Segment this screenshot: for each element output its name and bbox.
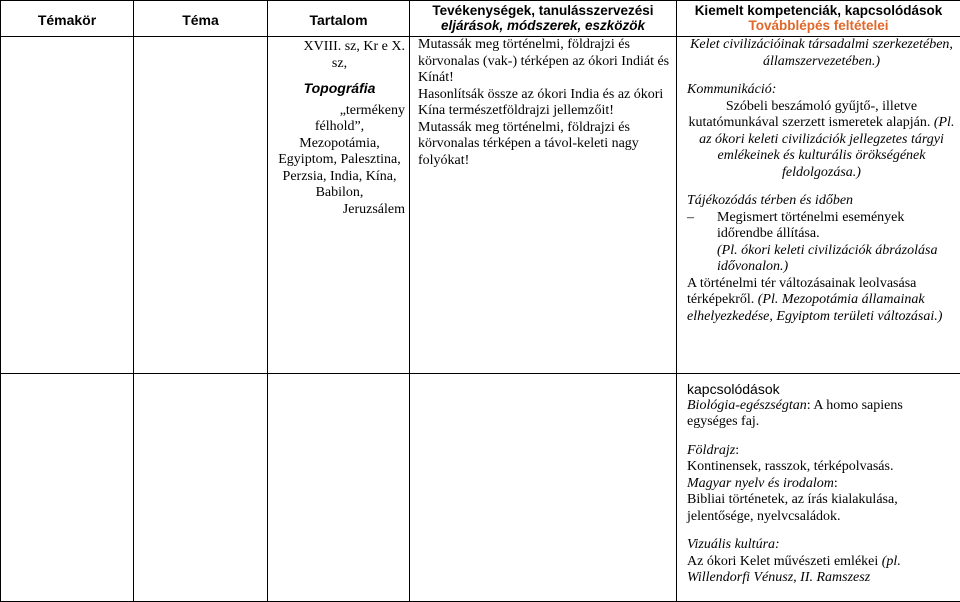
header-row — [1, 1, 960, 37]
content-row — [1, 37, 960, 374]
map-reading-example: (Pl. Mezopotámia államainak elhelyezkedése, Egyiptom területi változásai.) — [687, 292, 942, 324]
header-tartalom: Tartalom — [268, 1, 410, 37]
connections-cell — [677, 374, 960, 602]
activities-cell — [410, 37, 677, 374]
biology-connection — [687, 398, 956, 431]
topic-heading: Topográfia — [274, 80, 405, 97]
activity-paragraph: Hasonlítsák össze az ókori India és az ókori Kína természetföldrajzi jellemzőit! — [418, 87, 672, 120]
place-item: Babilon, — [274, 185, 405, 202]
geography-colon: : — [735, 443, 739, 458]
header-activities — [410, 1, 677, 37]
orientation-label: Tájékozódás térben és időben — [687, 193, 956, 210]
communication-example: (Pl. az ókori keleti civilizációk jellegzetes tárgyi emlékeinek és kulturális örökségének feldolgozása.) — [699, 115, 954, 180]
orientation-block — [687, 193, 956, 325]
literature-colon: : — [834, 476, 838, 491]
literature-text: Bibliai történetek, az írás kialakulása, jelentősége, nyelvcsaládok. — [687, 492, 956, 525]
art-connection — [687, 537, 956, 587]
connections-title: kapcsolódások — [687, 381, 956, 398]
competencies-cell — [677, 37, 960, 374]
geography-label: Földrajz — [687, 443, 735, 458]
communication-label: Kommunikáció: — [687, 82, 956, 99]
place-item: Perzsia, India, Kína, — [274, 169, 405, 186]
orientation-item-example: (Pl. ókori keleti civilizációk ábrázolása idővonalon.) — [687, 243, 956, 276]
communication-text-main: Szóbeli beszámoló gyűjtő-, illetve kutatómunkával szerzett ismeretek alapján. — [689, 99, 931, 131]
content-cell — [268, 37, 410, 374]
activity-paragraph: Mutassák meg történelmi, földrajzi és körvonalas térképen a távol-keleti nagy folyókat! — [418, 120, 672, 170]
place-item: „termékeny — [274, 103, 405, 120]
art-example: (pl. Willendorfi Vénusz, II. Ramszesz — [687, 554, 901, 586]
period-line1: XVIII. sz, Kr e X. — [274, 39, 405, 56]
header-competencies-line1: Kiemelt kompetenciák, kapcsolódások — [695, 3, 943, 18]
place-item: Egyiptom, Palesztina, — [274, 152, 405, 169]
header-progression: Továbblépés feltételei — [748, 18, 888, 33]
art-text: Az ókori Kelet művészeti emlékei — [687, 554, 878, 569]
header-activities-line2: eljárások, módszerek, eszközök — [441, 18, 645, 33]
connections-col3 — [268, 374, 410, 602]
communication-block — [687, 82, 956, 181]
activity-paragraph: Mutassák meg történelmi, földrajzi és körvonalas (vak-) térképen az ókori Indiát és Kínát! — [418, 37, 672, 87]
map-reading-paragraph — [687, 276, 956, 326]
biology-label: Biológia-egészségtan — [687, 398, 807, 413]
geography-text: Kontinensek, rasszok, térképolvasás. — [687, 459, 956, 476]
period-line2: sz, — [274, 56, 405, 73]
place-item: Jeruzsálem — [274, 202, 405, 219]
tema-cell — [134, 37, 268, 374]
connections-col2 — [134, 374, 268, 602]
art-label: Vizuális kultúra: — [687, 537, 956, 554]
map-reading-text: A történelmi tér változásainak leolvasása térképekről. — [687, 276, 916, 308]
header-competencies — [677, 1, 960, 37]
connections-col1 — [1, 374, 134, 602]
place-item: félhold”, — [274, 119, 405, 136]
header-activities-line1: Tevékenységek, tanulásszervezési — [432, 3, 653, 18]
communication-text — [687, 99, 956, 182]
connections-row — [1, 374, 960, 602]
place-item: Mezopotámia, — [274, 136, 405, 153]
competency-intro: Kelet civilizációinak társadalmi szerkezetében, államszervezetében.) — [687, 37, 956, 70]
header-tema: Téma — [134, 1, 268, 37]
biology-text: : A homo sapiens egységes faj. — [687, 398, 903, 430]
connections-col4 — [410, 374, 677, 602]
literature-label: Magyar nyelv és irodalom — [687, 476, 834, 491]
orientation-list-item — [687, 210, 956, 243]
header-temakor: Témakör — [1, 1, 134, 37]
dash-bullet: – — [687, 210, 717, 243]
temakor-cell — [1, 37, 134, 374]
geography-connection — [687, 443, 956, 526]
orientation-item-text: Megismert történelmi események időrendbe állítása. — [717, 210, 956, 243]
